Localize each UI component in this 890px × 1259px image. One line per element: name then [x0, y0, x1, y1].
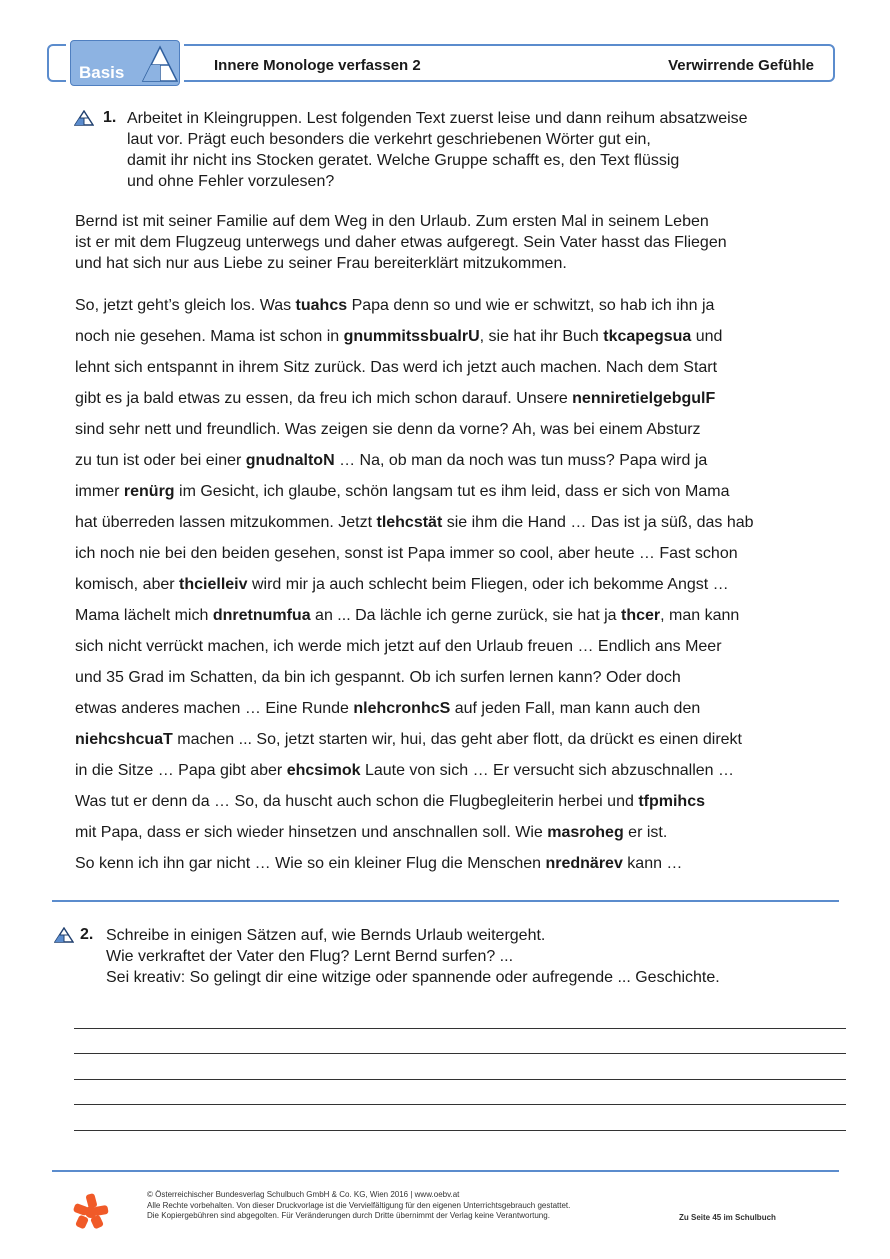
intro-line: ist er mit dem Flugzeug unterwegs und daher etwas aufgeregt. Sein Vater hasst das Fliegen [75, 234, 727, 251]
scrambled-word: tkcapegsua [603, 328, 692, 345]
writing-line[interactable] [74, 1130, 846, 1131]
footer-line: © Österreichischer Bundesverlag Schulbuch GmbH & Co. KG, Wien 2016 | www.oebv.at [147, 1190, 460, 1199]
textbook-page-reference: Zu Seite 45 im Schulbuch [679, 1213, 776, 1222]
scrambled-word: tfpmihcs [638, 793, 705, 810]
scrambled-word: ehcsimok [286, 762, 361, 779]
level-badge [66, 37, 184, 89]
story-intro [75, 211, 727, 274]
scrambled-word: gnudnaltoN [245, 452, 335, 469]
task-1-line: und ohne Fehler vorzulesen? [127, 173, 335, 190]
task-1-line: Arbeitet in Kleingruppen. Lest folgenden Text zuerst leise und dann reihum absatzweise [127, 110, 748, 127]
scrambled-word: nrednärev [545, 855, 623, 872]
task-2-line: Wie verkraftet der Vater den Flug? Lernt Bernd surfen? ... [106, 948, 514, 965]
story-line: So kenn ich ihn gar nicht … Wie so ein kleiner Flug die Menschen nrednärev kann … [75, 855, 683, 872]
worksheet-topic: Verwirrende Gefühle [668, 57, 814, 74]
task-level-icon [54, 927, 74, 943]
story-line: lehnt sich entspannt in ihrem Sitz zurück. Das werd ich jetzt auch machen. Nach dem Start [75, 359, 718, 376]
story-line: Was tut er denn da … So, da huscht auch schon die Flugbegleiterin herbei und tfpmihcs [75, 793, 705, 810]
writing-line[interactable] [74, 1104, 846, 1105]
story-line: sind sehr nett und freundlich. Was zeigen sie denn da vorne? Ah, was bei einem Absturz [75, 421, 701, 438]
task-1-instructions [127, 108, 748, 192]
task-level-icon [74, 110, 94, 126]
story-line: sich nicht verrückt machen, ich werde mich jetzt auf den Urlaub freuen … Endlich ans Meer [75, 638, 722, 655]
story-line: So, jetzt geht’s gleich los. Was tuahcs Papa denn so und wie er schwitzt, so hab ich ihn ja [75, 297, 715, 314]
scrambled-word: tlehcstät [376, 514, 443, 531]
story-line: mit Papa, dass er sich wieder hinsetzen und anschnallen soll. Wie masroheg er ist. [75, 824, 668, 841]
task-1-number: 1. [103, 109, 117, 126]
scrambled-word: thcer [621, 607, 661, 624]
scrambled-word: tuahcs [295, 297, 348, 314]
task-1-line: damit ihr nicht ins Stocken geratet. Welche Gruppe schafft es, den Text flüssig [127, 152, 680, 169]
story-line: gibt es ja bald etwas zu essen, da freu ich mich schon darauf. Unsere nenniretielgebgulF [75, 390, 716, 407]
scrambled-word: renürg [123, 483, 175, 500]
story-line: in die Sitze … Papa gibt aber ehcsimok Laute von sich … Er versucht sich abzuschnallen … [75, 762, 735, 779]
story-line: ich noch nie bei den beiden gesehen, sonst ist Papa immer so cool, aber heute … Fast schon [75, 545, 738, 562]
story-line: und 35 Grad im Schatten, da bin ich gespannt. Ob ich surfen lernen kann? Oder doch [75, 669, 681, 686]
task-2-line: Sei kreativ: So gelingt dir eine witzige oder spannende oder aufregende ... Geschichte. [106, 969, 720, 986]
story-line: etwas anderes machen … Eine Runde nlehcronhcS auf jeden Fall, man kann auch den [75, 700, 701, 717]
task-2-number: 2. [80, 926, 94, 943]
task-2-line: Schreibe in einigen Sätzen auf, wie Bernds Urlaub weitergeht. [106, 927, 546, 944]
writing-line[interactable] [74, 1079, 846, 1080]
section-divider [52, 900, 839, 902]
story-line: noch nie gesehen. Mama ist schon in gnummitssbualrU, sie hat ihr Buch tkcapegsua und [75, 328, 723, 345]
scrambled-word: nlehcronhcS [353, 700, 451, 717]
story-line: zu tun ist oder bei einer gnudnaltoN … Na, ob man da noch was tun muss? Papa wird ja [75, 452, 708, 469]
writing-line[interactable] [74, 1028, 846, 1029]
pyramid-level-icon [141, 45, 179, 83]
worksheet-title: Innere Monologe verfassen 2 [214, 57, 421, 74]
footer-line: Die Kopiergebühren sind abgegolten. Für Veränderungen durch Dritte übernimmt der Verlag keine Verantwortung. [147, 1211, 550, 1220]
story-line: komisch, aber thcielleiv wird mir ja auch schlecht beim Fliegen, oder ich bekomme Angst … [75, 576, 729, 593]
footer-divider [52, 1170, 839, 1172]
scrambled-word: masroheg [547, 824, 624, 841]
copyright-notice [147, 1190, 570, 1222]
story-line: immer renürg im Gesicht, ich glaube, schön langsam tut es ihm leid, dass er sich von Mama [75, 483, 730, 500]
scrambled-word: thcielleiv [179, 576, 248, 593]
level-badge-label: Basis [79, 63, 125, 82]
story-line: hat überreden lassen mitzukommen. Jetzt tlehcstät sie ihm die Hand … Das ist ja süß, das hab [75, 514, 754, 531]
intro-line: und hat sich nur aus Liebe zu seiner Frau bereiterklärt mitzukommen. [75, 255, 567, 272]
task-1-line: laut vor. Prägt euch besonders die verkehrt geschriebenen Wörter gut ein, [127, 131, 651, 148]
story-line: niehcshcuaT machen ... So, jetzt starten wir, hui, das geht aber flott, da drückt es einen direkt [75, 731, 742, 748]
intro-line: Bernd ist mit seiner Familie auf dem Weg in den Urlaub. Zum ersten Mal in seinem Leben [75, 213, 709, 230]
scrambled-word: niehcshcuaT [75, 731, 173, 748]
story-line: Mama lächelt mich dnretnumfua an ... Da lächle ich gerne zurück, sie hat ja thcer, man kann [75, 607, 740, 624]
scrambled-word: nenniretielgebgulF [572, 390, 716, 407]
publisher-logo-icon [72, 1192, 110, 1230]
scrambled-word: dnretnumfua [212, 607, 311, 624]
footer-line: Alle Rechte vorbehalten. Von dieser Druckvorlage ist die Vervielfältigung für den eigenen Unterrichtsgebrauch gestattet. [147, 1200, 571, 1210]
task-2-instructions [106, 925, 720, 988]
writing-line[interactable] [74, 1053, 846, 1054]
scrambled-word: gnummitssbualrU [343, 328, 480, 345]
story-text [75, 290, 754, 879]
